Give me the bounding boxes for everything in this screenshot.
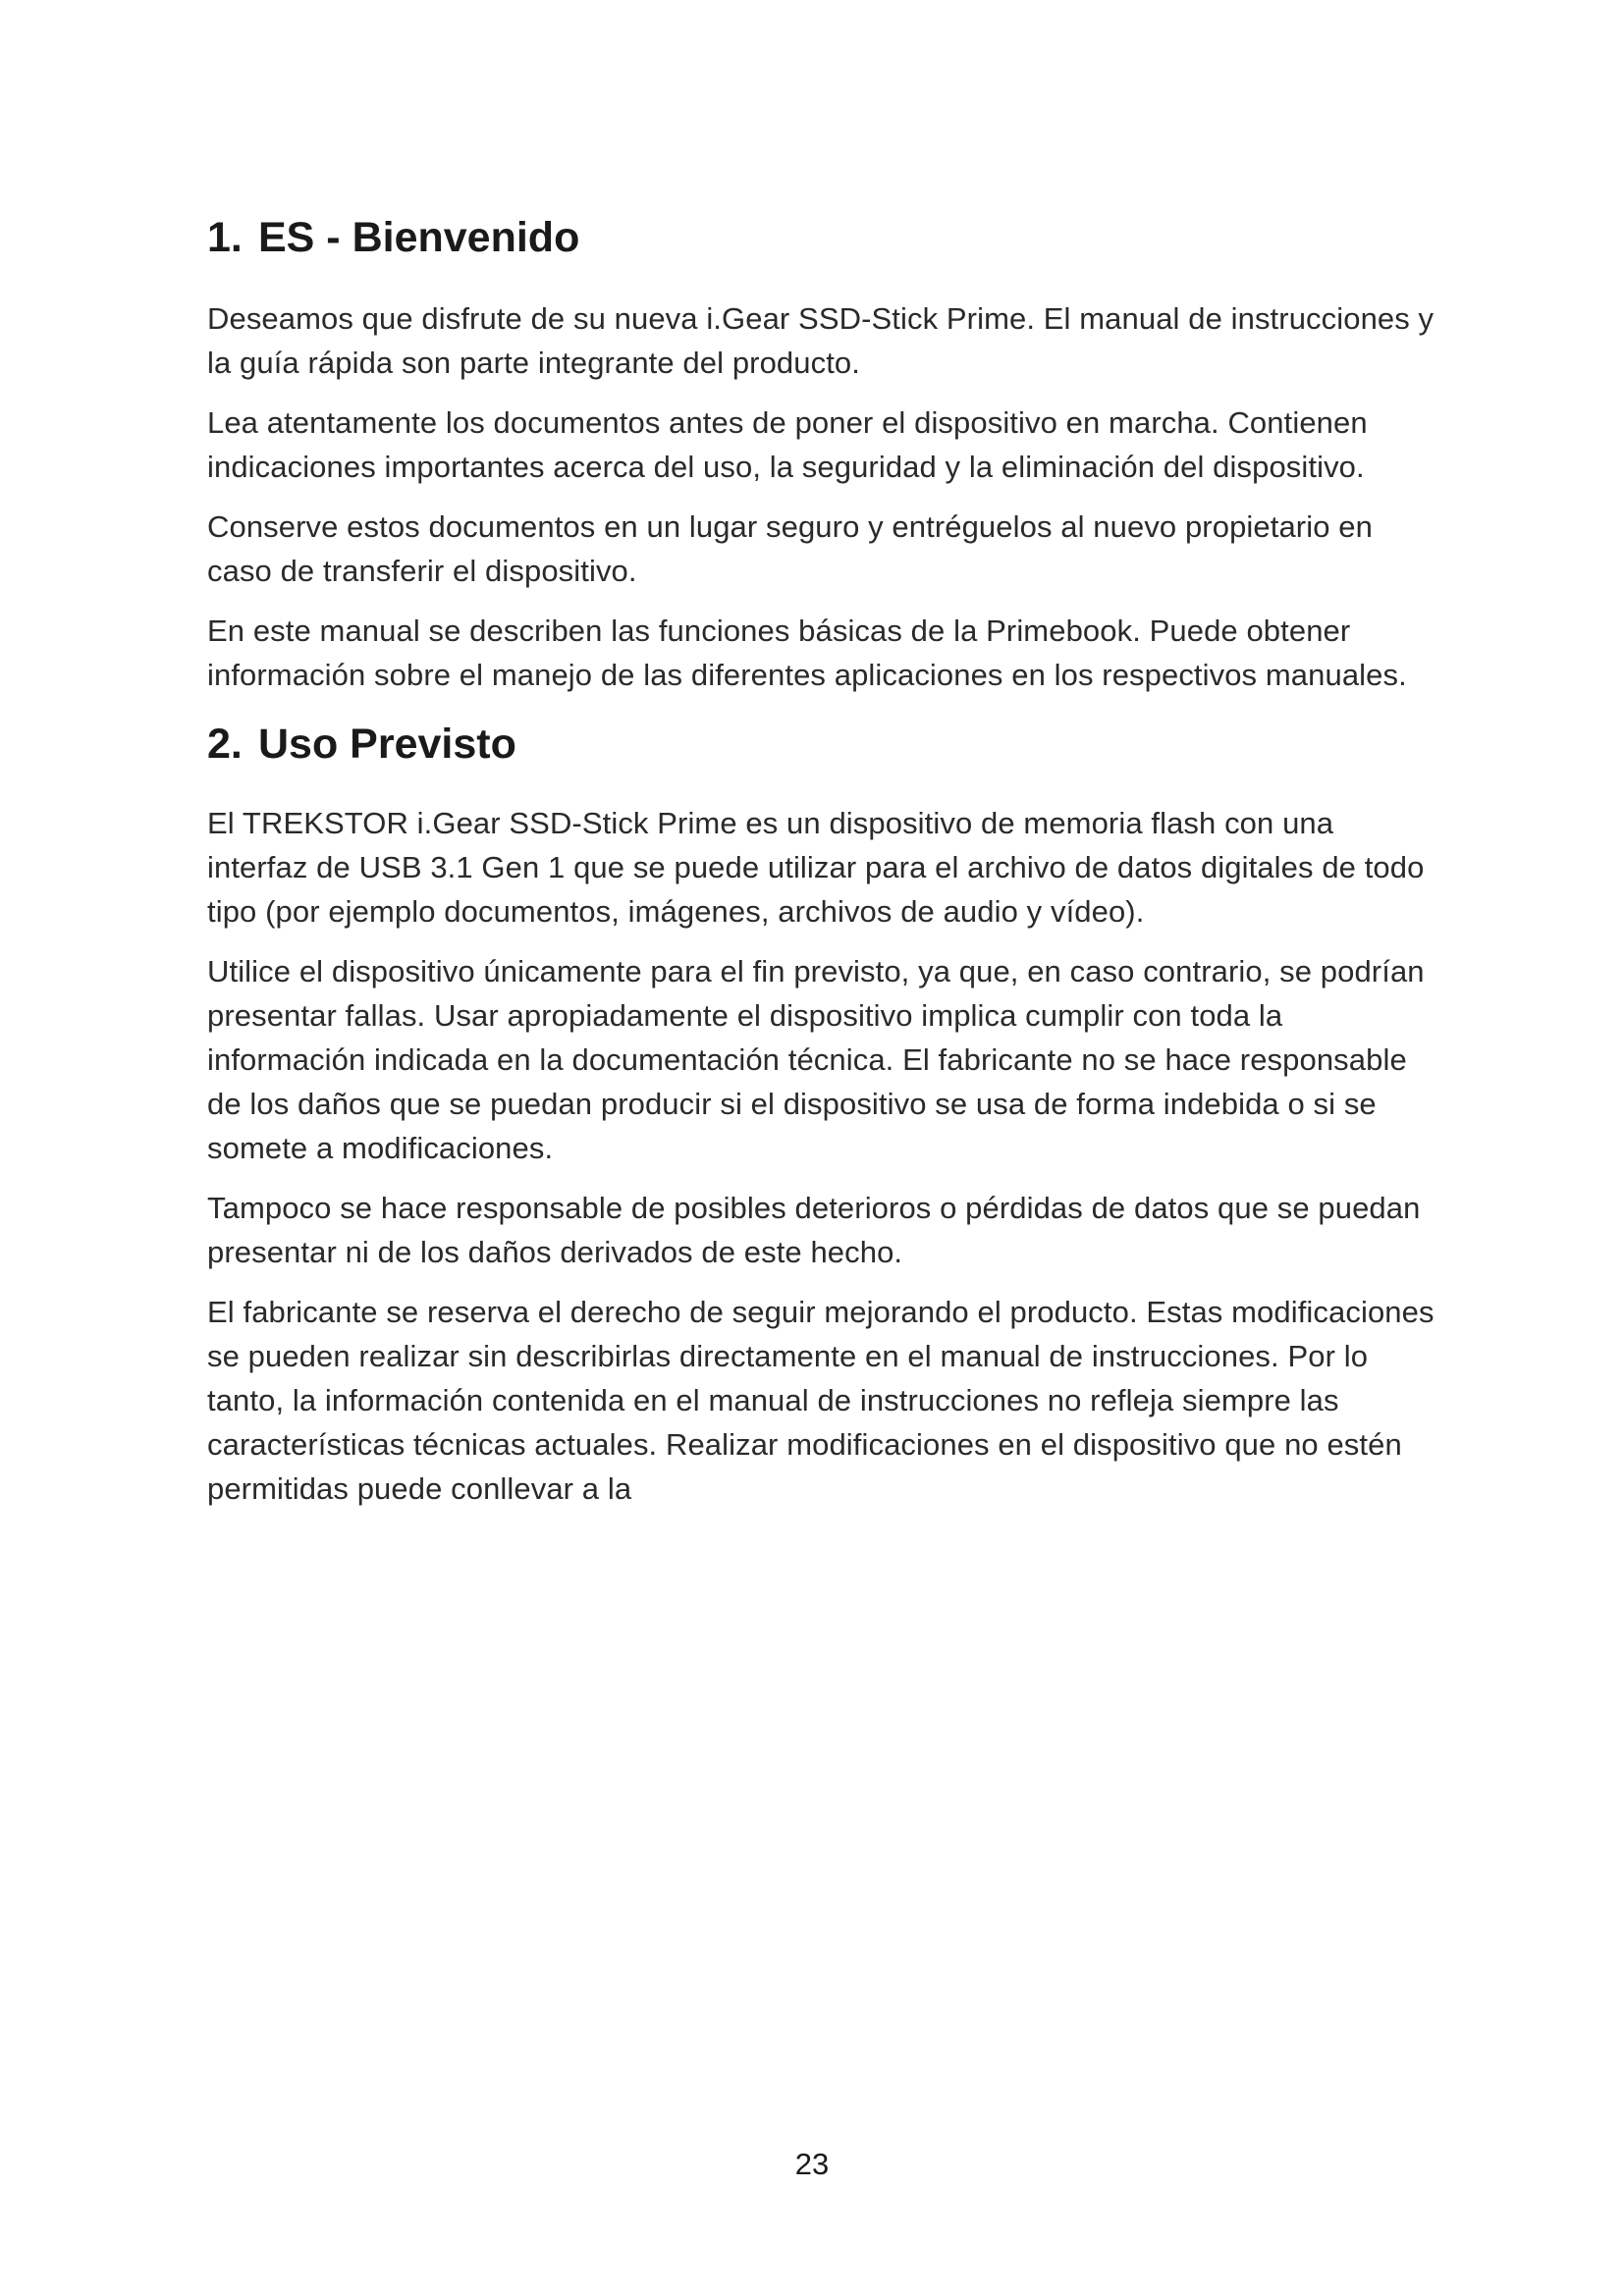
section-number: 2.	[207, 721, 243, 768]
section-title: Uso Previsto	[258, 721, 516, 768]
section-title: ES - Bienvenido	[258, 214, 580, 261]
section-heading	[207, 208, 1435, 267]
paragraph: Tampoco se hace responsable de posibles deterioros o pérdidas de datos que se puedan presentar ni de los daños derivados de este hecho.	[207, 1191, 1421, 1269]
paragraph: Utilice el dispositivo únicamente para el fin previsto, ya que, en caso contrario, se podrían presentar fallas. Usar apropiadamente el dispositivo implica cumplir con toda la información indicada en la documentación técnica. El fabricante no se hace responsable de los daños que se puedan producir si el dispositivo se usa de forma indebida o si se somete a modificaciones.	[207, 954, 1425, 1165]
section-uso-previsto	[207, 715, 1435, 1511]
paragraph: El fabricante se reserva el derecho de seguir mejorando el producto. Estas modificaciones se pueden realizar sin describirlas directamente en el manual de instrucciones. Por lo tanto, la información contenida en el manual de instrucciones no refleja siempre las características técnicas actuales. Realizar modificaciones en el dispositivo que no estén permitidas puede conllevar a la	[207, 1295, 1435, 1506]
section-heading	[207, 715, 1435, 774]
section-number: 1.	[207, 214, 243, 261]
paragraph: Conserve estos documentos en un lugar seguro y entréguelos al nuevo propietario en caso de transferir el dispositivo.	[207, 509, 1373, 588]
page-number: 23	[794, 2147, 830, 2181]
page-content	[207, 208, 1435, 1526]
paragraph: Deseamos que disfrute de su nueva i.Gear SSD-Stick Prime. El manual de instrucciones y la guía rápida son parte integrante del producto.	[207, 301, 1435, 380]
section-bienvenido	[207, 208, 1435, 697]
paragraph: El TREKSTOR i.Gear SSD-Stick Prime es un dispositivo de memoria flash con una interfaz de USB 3.1 Gen 1 que se puede utilizar para el archivo de datos digitales de todo tipo (por ejemplo documentos, imágenes, archivos de audio y vídeo).	[207, 806, 1425, 929]
paragraph: Lea atentamente los documentos antes de poner el dispositivo en marcha. Contienen indicaciones importantes acerca del uso, la seguridad y la eliminación del dispositivo.	[207, 405, 1368, 484]
paragraph: En este manual se describen las funciones básicas de la Primebook. Puede obtener información sobre el manejo de las diferentes aplicaciones en los respectivos manuales.	[207, 614, 1407, 692]
